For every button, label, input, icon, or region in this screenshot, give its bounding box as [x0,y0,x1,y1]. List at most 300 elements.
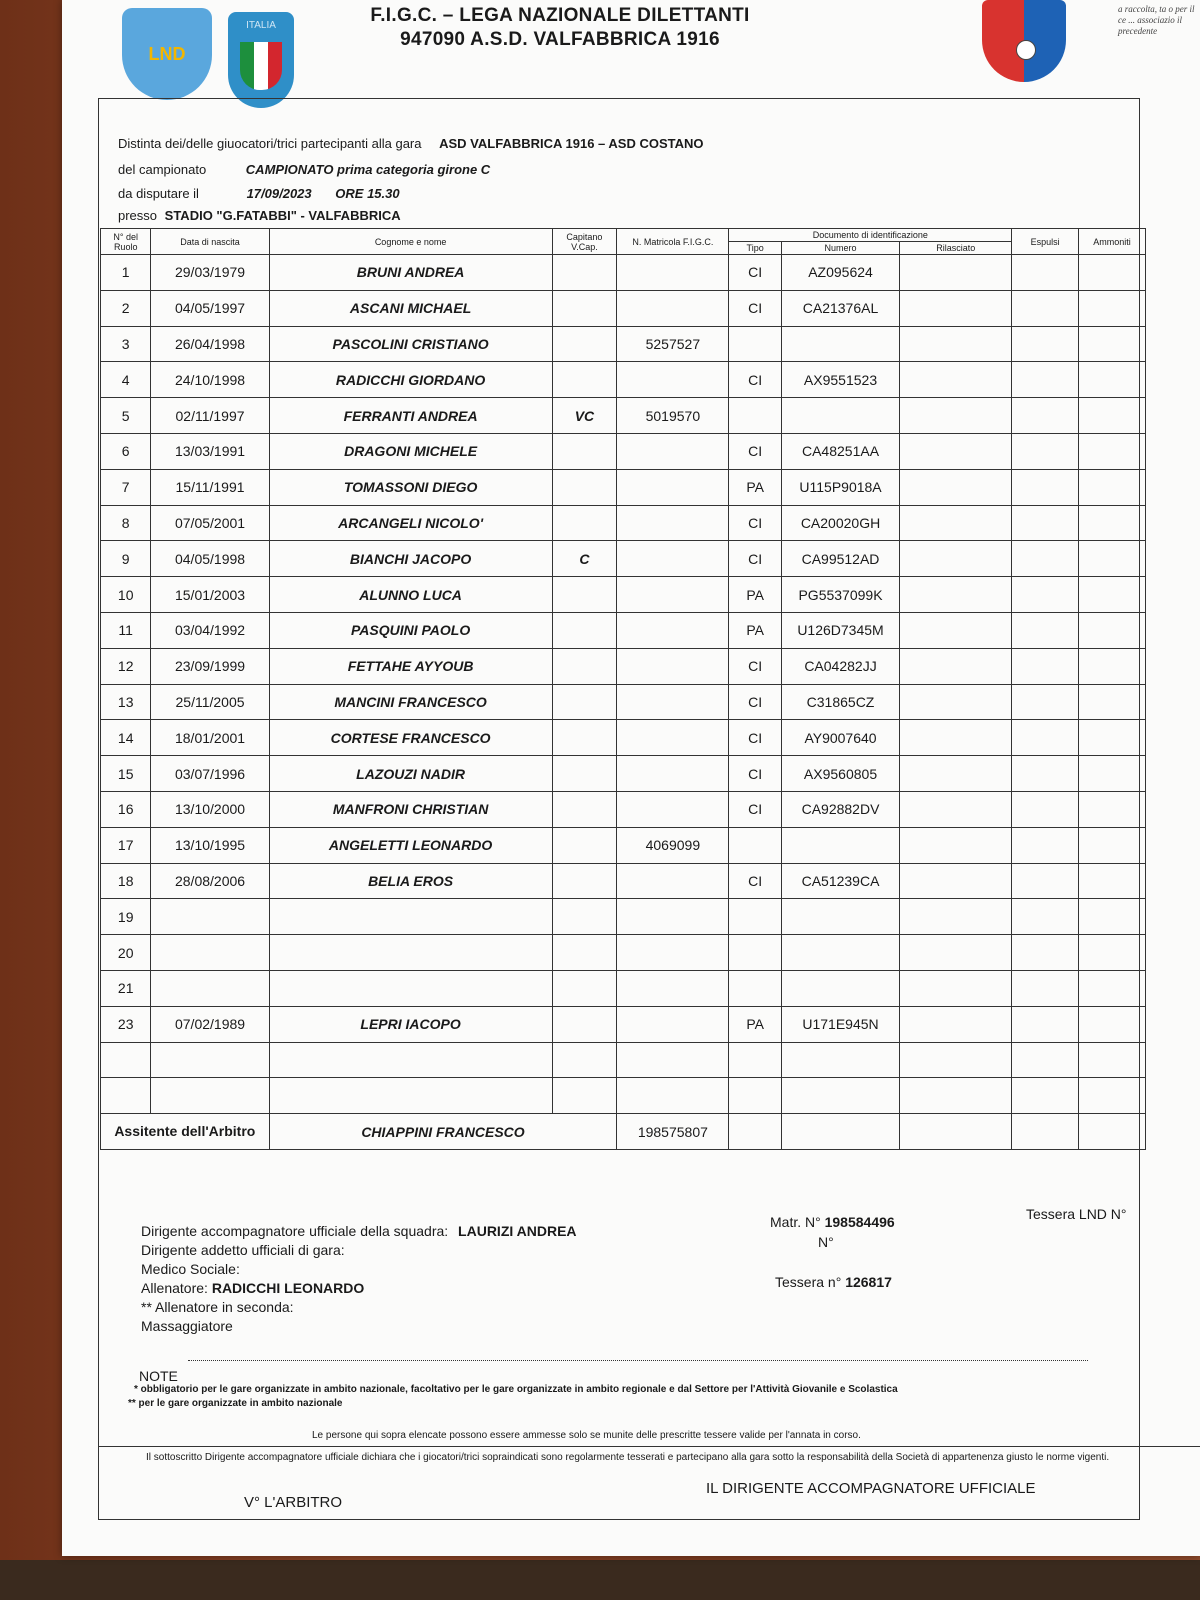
player-row [101,255,1146,291]
tessera-label: Tessera n° [775,1274,842,1290]
player-ammoniti [1079,863,1146,899]
player-birthdate [151,899,269,935]
player-row [101,791,1146,827]
player-number: 12 [101,648,151,684]
player-espulsi [1012,469,1079,505]
player-matricola [617,1042,729,1078]
assistant-matricola: 198575807 [617,1114,729,1150]
player-number: 21 [101,970,151,1006]
player-birthdate: 25/11/2005 [151,684,269,720]
player-row [101,970,1146,1006]
player-doc-number: AX9560805 [781,756,899,792]
col-ruolo: N° del Ruolo [101,229,151,255]
player-captain: VC [552,398,617,434]
player-captain [552,612,617,648]
table-cell [1012,1114,1079,1150]
player-ammoniti [1079,1042,1146,1078]
player-espulsi [1012,505,1079,541]
player-doc-number: CA92882DV [781,791,899,827]
player-espulsi [1012,433,1079,469]
player-doc-type [729,970,781,1006]
player-captain [552,648,617,684]
player-captain [552,290,617,326]
player-captain [552,577,617,613]
player-doc-rilasciato [900,1078,1012,1114]
seconda-label: ** Allenatore in seconda: [141,1299,294,1315]
player-doc-rilasciato [900,827,1012,863]
player-row [101,505,1146,541]
player-ammoniti [1079,255,1146,291]
player-row [101,720,1146,756]
tessera-lnd-label: Tessera LND N° [1026,1206,1127,1222]
player-matricola [617,469,729,505]
player-espulsi [1012,1006,1079,1042]
player-name: ARCANGELI NICOLO' [269,505,552,541]
player-birthdate: 13/10/2000 [151,791,269,827]
note-dotted-line [188,1360,1088,1361]
player-row [101,1042,1146,1078]
italia-logo-text: ITALIA [246,20,276,31]
player-doc-type [729,398,781,434]
col-capitano: Capitano V.Cap. [552,229,617,255]
addetto-label: Dirigente addetto ufficiali di gara: [141,1242,345,1258]
player-captain [552,756,617,792]
player-doc-rilasciato [900,863,1012,899]
dirigente-name: LAURIZI ANDREA [458,1223,577,1239]
player-doc-number: AZ095624 [781,255,899,291]
player-doc-type [729,935,781,971]
player-doc-number: C31865CZ [781,684,899,720]
player-ammoniti [1079,756,1146,792]
player-name: BIANCHI JACOPO [269,541,552,577]
player-captain [552,970,617,1006]
player-doc-type: CI [729,541,781,577]
player-name: CORTESE FRANCESCO [269,720,552,756]
player-espulsi [1012,827,1079,863]
player-espulsi [1012,791,1079,827]
presso-label: presso [118,208,158,223]
player-ammoniti [1079,577,1146,613]
player-matricola [617,863,729,899]
assistant-label: Assitente dell'Arbitro [101,1114,270,1150]
player-name: PASCOLINI CRISTIANO [269,326,552,362]
table-cell [900,1114,1012,1150]
n-label: N° [818,1234,834,1250]
player-doc-number: CA21376AL [781,290,899,326]
player-doc-type: CI [729,255,781,291]
player-espulsi [1012,577,1079,613]
player-name: FERRANTI ANDREA [269,398,552,434]
player-number: 16 [101,791,151,827]
player-doc-type: PA [729,577,781,613]
staff-block [141,1222,577,1336]
player-name: MANCINI FRANCESCO [269,684,552,720]
table-cell [781,1114,899,1150]
player-doc-rilasciato [900,469,1012,505]
table-cell [1079,1114,1146,1150]
player-birthdate: 15/11/1991 [151,469,269,505]
player-ammoniti [1079,720,1146,756]
player-doc-rilasciato [900,720,1012,756]
player-row [101,612,1146,648]
player-ammoniti [1079,970,1146,1006]
player-matricola [617,362,729,398]
player-captain [552,1042,617,1078]
declaration: Il sottoscritto Dirigente accompagnatore ufficiale dichiara che i giocatori/trici sopraindicati sono regolarmente tesserati e partecipano alla gara sotto la responsabilità della Società di appartenenza giusto le norme vigenti. [146,1452,1110,1463]
player-doc-number [781,935,899,971]
player-row [101,469,1146,505]
player-espulsi [1012,612,1079,648]
col-nome: Cognome e nome [269,229,552,255]
player-doc-number: AX9551523 [781,362,899,398]
allenatore-row [141,1279,577,1298]
player-birthdate [151,1042,269,1078]
player-ammoniti [1079,648,1146,684]
player-captain [552,255,617,291]
player-number: 9 [101,541,151,577]
player-row [101,684,1146,720]
persone-note: Le persone qui sopra elencate possono essere ammesse solo se munite delle prescritte tessere valide per l'annata in corso. [312,1430,861,1441]
player-number: 15 [101,756,151,792]
player-number: 4 [101,362,151,398]
table-cell [729,1114,781,1150]
player-espulsi [1012,1078,1079,1114]
player-doc-number: PG5537099K [781,577,899,613]
assistant-row [101,1114,1146,1150]
matr-value: 198584496 [824,1214,895,1230]
lnd-logo-text: LND [148,43,186,64]
player-ammoniti [1079,1078,1146,1114]
player-matricola [617,433,729,469]
player-doc-number [781,899,899,935]
player-row [101,398,1146,434]
ball-icon [1016,40,1036,60]
player-doc-type: CI [729,791,781,827]
player-ammoniti [1079,398,1146,434]
player-name: RADICCHI GIORDANO [269,362,552,398]
player-matricola [617,935,729,971]
matr-label: Matr. N° [770,1214,821,1230]
player-matricola [617,290,729,326]
player-row [101,648,1146,684]
note-label: NOTE [139,1368,178,1384]
dirigente-signature: IL DIRIGENTE ACCOMPAGNATORE UFFICIALE [706,1480,1036,1497]
player-birthdate: 23/09/1999 [151,648,269,684]
player-ammoniti [1079,433,1146,469]
player-espulsi [1012,1042,1079,1078]
player-doc-rilasciato [900,255,1012,291]
player-ammoniti [1079,935,1146,971]
player-captain [552,433,617,469]
player-birthdate: 13/10/1995 [151,827,269,863]
player-matricola [617,1078,729,1114]
player-doc-number [781,326,899,362]
player-doc-type: CI [729,720,781,756]
assistant-name: CHIAPPINI FRANCESCO [269,1114,617,1150]
player-birthdate: 04/05/1998 [151,541,269,577]
col-ammoniti: Ammoniti [1079,229,1146,255]
player-doc-rilasciato [900,684,1012,720]
player-matricola [617,970,729,1006]
player-matricola [617,648,729,684]
player-row [101,863,1146,899]
col-rilasciato: Rilasciato [900,242,1012,255]
player-doc-number: U115P9018A [781,469,899,505]
player-name: PASQUINI PAOLO [269,612,552,648]
player-doc-type: CI [729,756,781,792]
player-birthdate: 28/08/2006 [151,863,269,899]
player-number [101,1078,151,1114]
player-doc-type: PA [729,469,781,505]
player-doc-type: CI [729,863,781,899]
player-espulsi [1012,935,1079,971]
player-row [101,935,1146,971]
player-matricola [617,577,729,613]
player-doc-number: AY9007640 [781,720,899,756]
player-ammoniti [1079,684,1146,720]
lnd-logo [122,8,212,100]
player-number: 1 [101,255,151,291]
player-number: 18 [101,863,151,899]
tessera-value: 126817 [845,1274,892,1290]
player-doc-rilasciato [900,505,1012,541]
player-ammoniti [1079,612,1146,648]
arbitro-signature: V° L'ARBITRO [244,1494,343,1511]
player-matricola: 5257527 [617,326,729,362]
player-birthdate: 15/01/2003 [151,577,269,613]
player-matricola [617,612,729,648]
col-nascita: Data di nascita [151,229,269,255]
player-row [101,577,1146,613]
player-matricola [617,255,729,291]
player-row [101,290,1146,326]
player-espulsi [1012,326,1079,362]
player-doc-number [781,398,899,434]
player-doc-rilasciato [900,1042,1012,1078]
player-birthdate: 04/05/1997 [151,290,269,326]
player-birthdate [151,970,269,1006]
player-name [269,1042,552,1078]
player-doc-type: CI [729,505,781,541]
player-row [101,1006,1146,1042]
player-doc-type [729,1078,781,1114]
player-doc-number: CA99512AD [781,541,899,577]
player-espulsi [1012,541,1079,577]
adjacent-page-note: a raccolta, ta o per il ce ... associazio il precedente [1118,4,1195,36]
dirigente-label: Dirigente accompagnatore ufficiale della squadra: [141,1223,449,1239]
player-name: ASCANI MICHAEL [269,290,552,326]
match-venue: STADIO "G.FATABBI" - VALFABBRICA [164,208,401,223]
player-captain [552,791,617,827]
campionato-label: del campionato [118,162,207,177]
divider [98,1446,1200,1447]
note-1: * obbligatorio per le gare organizzate in ambito nazionale, facoltativo per le gare organizzate in ambito regionale e dal Settore per l'Attività Giovanile e Scolastica [134,1384,898,1395]
player-doc-rilasciato [900,398,1012,434]
player-name: MANFRONI CHRISTIAN [269,791,552,827]
tessera-row [775,1274,892,1290]
player-birthdate: 03/07/1996 [151,756,269,792]
player-name: FETTAHE AYYOUB [269,648,552,684]
dirigente-row [141,1222,577,1241]
player-doc-number: CA20020GH [781,505,899,541]
player-doc-number [781,827,899,863]
player-doc-rilasciato [900,756,1012,792]
campionato-value: CAMPIONATO prima categoria girone C [245,162,491,177]
player-name: LAZOUZI NADIR [269,756,552,792]
player-number: 10 [101,577,151,613]
player-birthdate: 29/03/1979 [151,255,269,291]
player-row [101,433,1146,469]
player-doc-type: CI [729,362,781,398]
player-doc-number [781,1042,899,1078]
player-matricola [617,541,729,577]
player-number [101,1042,151,1078]
players-table [100,228,1146,1150]
match-teams: ASD VALFABBRICA 1916 – ASD COSTANO [439,136,704,151]
player-birthdate: 18/01/2001 [151,720,269,756]
player-doc-type: PA [729,612,781,648]
player-row [101,1078,1146,1114]
player-name [269,970,552,1006]
date-line [118,186,400,201]
player-captain [552,899,617,935]
player-doc-type: CI [729,433,781,469]
player-name: TOMASSONI DIEGO [269,469,552,505]
player-number: 7 [101,469,151,505]
medico-label: Medico Sociale: [141,1261,240,1277]
player-matricola: 4069099 [617,827,729,863]
player-espulsi [1012,255,1079,291]
player-doc-number: U126D7345M [781,612,899,648]
allenatore-label: Allenatore: [141,1280,208,1296]
player-doc-rilasciato [900,541,1012,577]
player-captain [552,827,617,863]
player-espulsi [1012,648,1079,684]
player-espulsi [1012,684,1079,720]
allenatore-name: RADICCHI LEONARDO [211,1280,365,1296]
player-matricola: 5019570 [617,398,729,434]
player-captain [552,863,617,899]
player-name: LEPRI IACOPO [269,1006,552,1042]
player-matricola [617,791,729,827]
player-doc-type [729,326,781,362]
player-row [101,899,1146,935]
player-espulsi [1012,290,1079,326]
player-name: BELIA EROS [269,863,552,899]
players-body [101,255,1146,1114]
player-name: ALUNNO LUCA [269,577,552,613]
player-number: 14 [101,720,151,756]
player-doc-type: PA [729,1006,781,1042]
player-captain [552,684,617,720]
player-ammoniti [1079,469,1146,505]
player-doc-type [729,827,781,863]
player-espulsi [1012,720,1079,756]
player-doc-number [781,970,899,1006]
note-2: ** per le gare organizzate in ambito nazionale [128,1398,343,1409]
italia-logo [228,12,294,108]
player-number: 13 [101,684,151,720]
col-tipo: Tipo [729,242,781,255]
player-birthdate: 07/05/2001 [151,505,269,541]
player-doc-number: CA04282JJ [781,648,899,684]
matricola-row [770,1214,895,1230]
player-birthdate [151,935,269,971]
player-ammoniti [1079,541,1146,577]
massaggiatore-label: Massaggiatore [141,1318,233,1334]
col-numero: Numero [781,242,899,255]
player-birthdate: 13/03/1991 [151,433,269,469]
player-row [101,326,1146,362]
player-number: 5 [101,398,151,434]
player-ammoniti [1079,1006,1146,1042]
match-date: 17/09/2023 [246,186,312,201]
player-doc-rilasciato [900,290,1012,326]
player-doc-type: CI [729,648,781,684]
match-time: ORE 15.30 [335,186,400,201]
player-espulsi [1012,756,1079,792]
player-number: 19 [101,899,151,935]
player-matricola [617,505,729,541]
player-espulsi [1012,398,1079,434]
player-ammoniti [1079,326,1146,362]
player-number: 23 [101,1006,151,1042]
player-name: BRUNI ANDREA [269,255,552,291]
player-birthdate: 07/02/1989 [151,1006,269,1042]
player-matricola [617,1006,729,1042]
player-ammoniti [1079,290,1146,326]
player-captain: C [552,541,617,577]
player-captain [552,362,617,398]
player-birthdate: 24/10/1998 [151,362,269,398]
player-number: 11 [101,612,151,648]
player-matricola [617,756,729,792]
player-number: 17 [101,827,151,863]
player-number: 3 [101,326,151,362]
player-ammoniti [1079,827,1146,863]
campionato-line [118,162,490,177]
col-documento: Documento di identificazione [729,229,1012,242]
player-doc-number: CA51239CA [781,863,899,899]
player-espulsi [1012,970,1079,1006]
player-birthdate: 03/04/1992 [151,612,269,648]
player-captain [552,1006,617,1042]
player-doc-rilasciato [900,899,1012,935]
player-espulsi [1012,899,1079,935]
player-captain [552,505,617,541]
col-espulsi: Espulsi [1012,229,1079,255]
document-header [300,4,820,52]
player-number: 8 [101,505,151,541]
player-birthdate: 26/04/1998 [151,326,269,362]
player-name [269,899,552,935]
player-name: DRAGONI MICHELE [269,433,552,469]
player-espulsi [1012,362,1079,398]
assistant-body [101,1114,1146,1150]
player-row [101,827,1146,863]
player-doc-rilasciato [900,577,1012,613]
player-name [269,935,552,971]
player-doc-rilasciato [900,326,1012,362]
player-birthdate [151,1078,269,1114]
player-matricola [617,684,729,720]
player-doc-rilasciato [900,433,1012,469]
player-row [101,756,1146,792]
player-captain [552,326,617,362]
player-number: 2 [101,290,151,326]
player-captain [552,1078,617,1114]
player-matricola [617,899,729,935]
